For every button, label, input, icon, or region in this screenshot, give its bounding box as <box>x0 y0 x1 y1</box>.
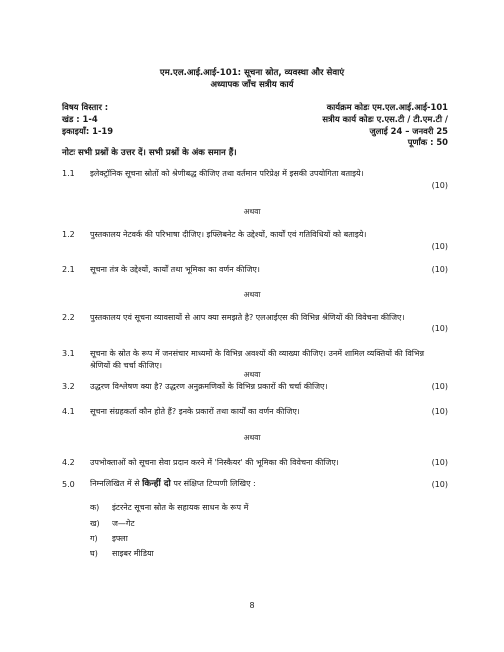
question-marks: (10) <box>431 181 448 190</box>
question-marks: (10) <box>431 324 448 333</box>
question-text: पुस्तकालय एवं सूचना व्यावसायों से आप क्या समझते है? एलआईएस की विभिन्न श्रेणियों की विवेचना कीजिए। <box>90 313 405 322</box>
question-text: पुस्तकालय नेटवर्क की परिभाषा दीजिए। इफ्लिबनेट के उद्देश्यों, कार्यों एवं गतिविधियों को बताइये। <box>90 230 367 239</box>
question-text-part: निम्नलिखित में से <box>90 479 143 488</box>
question-marks: (10) <box>431 458 448 467</box>
sub-item-label: घ) <box>90 549 98 558</box>
question-number: 1.1 <box>62 169 75 178</box>
sub-item-label: क) <box>90 503 100 512</box>
question-marks: (10) <box>431 382 448 391</box>
or-separator: अथवा <box>243 290 261 299</box>
question-number: 3.2 <box>62 382 75 391</box>
question-marks: (10) <box>431 265 448 274</box>
course-title: एम.एल.आई.आई-101: सूचना स्रोत, व्यवस्था और सेवाएं <box>159 68 345 78</box>
meta-units: इकाइयाँ: 1-19 <box>62 126 114 136</box>
meta-max-marks: पूर्णांक : 50 <box>407 137 448 147</box>
question-text-emphasis: किन्हीं दो <box>142 479 171 489</box>
meta-session: जुलाई 24 – जनवरी 25 <box>369 126 448 136</box>
question-number: 1.2 <box>62 230 75 239</box>
question-number: 2.2 <box>62 313 75 322</box>
meta-program-code: कार्यक्रम कोडः एम.एल.आई.आई-101 <box>326 102 448 112</box>
sub-item-text: इफ्ला <box>112 534 128 543</box>
sub-item-label: ग) <box>90 534 98 543</box>
assignment-title: अध्यापक जाँच सत्रीय कार्य <box>210 80 294 90</box>
question-number: 4.2 <box>62 458 75 467</box>
question-marks: (10) <box>431 242 448 251</box>
sub-item-label: ख) <box>90 519 100 528</box>
sub-item-text: इंटरनेट सूचना स्रोत के सहायक साधन के रूप में <box>112 503 249 512</box>
or-separator: अथवा <box>243 207 261 216</box>
question-text-part: पर संक्षिप्त टिप्पणी लिखिए : <box>170 479 256 488</box>
question-text: सूचना तंत्र के उद्देश्यों, कार्यों तथा भूमिका का वर्णन कीजिए। <box>90 265 260 274</box>
meta-block: खंड : 1-4 <box>62 114 98 124</box>
question-text: उद्धरण विश्लेषण क्या है? उद्धरण अनुक्रमणिकों के विभिन्न प्रकारों की चर्चा कीजिए। <box>90 382 328 391</box>
meta-subject: विषय विस्तार : <box>62 102 109 112</box>
or-separator: अथवा <box>243 370 261 379</box>
meta-assignment-code: सत्रीय कार्य कोडः ए.एस.टी / टी.एम.टी / <box>322 114 448 124</box>
question-number: 3.1 <box>62 349 75 358</box>
sub-item-text: ज—गेट <box>112 519 135 528</box>
question-text: इलेक्ट्रॉनिक सूचना स्रोतों को श्रेणीबद्ध कीजिए तथा वर्तमान परिप्रेक्ष में इसकी उपयोगिता बताइये। <box>90 169 364 178</box>
question-marks: (10) <box>431 407 448 416</box>
question-text <box>90 478 430 490</box>
question-number: 2.1 <box>62 265 75 274</box>
question-text: सूचना के स्रोत के रूप में जनसंचार माध्यमों के विभिन्न अवश्यों की व्याख्या कीजिए। उनमें शामिल व्यक्तियों की विभिन्न श्रेणियों की चर्चा कीजिए। <box>90 349 425 370</box>
question-text: सूचना संग्रहकर्ता कौन होते हैं? इनके प्रकारों तथा कार्यों का वर्णन कीजिए। <box>90 407 300 416</box>
page-number: 8 <box>249 601 255 610</box>
question-number: 5.0 <box>62 480 75 489</box>
or-separator: अथवा <box>243 433 261 442</box>
question-number: 4.1 <box>62 407 75 416</box>
instructions-note: नोटः सभी प्रश्नों के उत्तर दें। सभी प्रश्नों के अंक समान हैं। <box>62 148 237 158</box>
sub-item-text: साइबर मीडिया <box>112 549 154 558</box>
question-marks: (10) <box>431 480 448 489</box>
question-text: उपभोक्ताओं को सूचना सेवा प्रदान करने में 'निस्कैयर' की भूमिका की विवेचना कीजिए। <box>90 458 339 467</box>
